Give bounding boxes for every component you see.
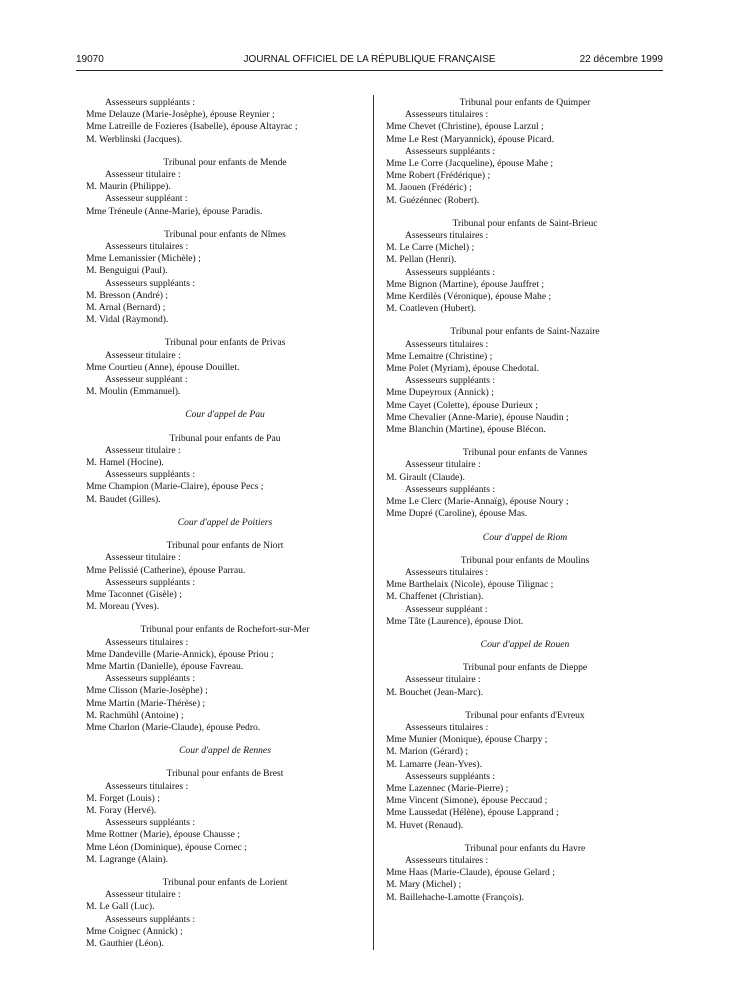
member-name: Mme Robert (Frédérique) ; [386, 170, 491, 182]
section-gap [86, 422, 364, 433]
role-label: Assesseurs suppléants : [105, 913, 196, 925]
member-name: M. Mary (Michel) ; [386, 879, 462, 891]
member-name: Mme Martin (Marie-Thérèse) ; [86, 697, 206, 709]
court-heading: Cour d'appel de Riom [482, 531, 568, 543]
role-label: Assesseurs suppléants : [405, 266, 496, 278]
column-divider [373, 95, 374, 950]
member-name: M. Moreau (Yves). [86, 601, 160, 613]
section-gap [386, 521, 664, 532]
member-name: M. Werblinski (Jacques). [86, 133, 183, 145]
tribunal-heading: Tribunal pour enfants de Privas [164, 337, 286, 349]
role-label: Assesseur suppléant : [105, 374, 188, 386]
member-name: Mme Lemaitre (Christine) ; [386, 350, 493, 362]
member-name: M. Forget (Louis) ; [86, 792, 160, 804]
role-label: Assesseurs suppléants : [405, 770, 496, 782]
tribunal-heading: Tribunal pour enfants de Saint-Brieuc [452, 217, 598, 229]
tribunal-heading: Tribunal pour enfants de Moulins [460, 554, 590, 566]
member-name: M. Bresson (André) ; [86, 289, 169, 301]
section-gap [86, 218, 364, 229]
court-heading: Cour d'appel de Poitiers [177, 516, 273, 528]
member-name: Mme Rottner (Marie), épouse Chausse ; [86, 829, 240, 841]
right-column [386, 97, 664, 904]
role-label: Assesseur titulaire : [105, 444, 181, 456]
section-gap [86, 506, 364, 517]
section-gap [386, 832, 664, 843]
section-gap [86, 529, 364, 540]
court-heading: Cour d'appel de Rennes [179, 745, 271, 757]
member-name: M. Vidal (Raymond). [86, 314, 169, 326]
member-name: Mme Le Clerc (Marie-Annaïg), épouse Noury ; [386, 496, 569, 508]
page-header [76, 54, 663, 71]
member-name: M. Huvet (Renaud). [386, 819, 464, 831]
journal-title: JOURNAL OFFICIEL DE LA RÉPUBLIQUE FRANÇAISE [243, 54, 496, 65]
section-gap [86, 146, 364, 157]
member-name: M. Le Gall (Luc). [86, 901, 155, 913]
member-name: M. Rachmühl (Antoine) ; [86, 709, 184, 721]
role-label: Assesseurs titulaires : [105, 780, 189, 792]
member-name: Mme Polet (Myriam), épouse Chedotal. [386, 363, 539, 375]
section-gap [386, 699, 664, 710]
member-name: Mme Taconnet (Gisèle) ; [86, 588, 182, 600]
member-name: Mme Coignec (Annick) ; [86, 925, 183, 937]
member-name: M. Lamarre (Jean-Yves). [386, 758, 482, 770]
tribunal-heading: Tribunal pour enfants de Rochefort-sur-Mer [140, 624, 310, 636]
role-label: Assesseur titulaire : [105, 169, 181, 181]
role-label: Assesseurs titulaires : [105, 241, 189, 253]
role-label: Assesseurs suppléants : [105, 817, 196, 829]
member-name: Mme Tréneule (Anne-Marie), épouse Paradis. [86, 205, 263, 217]
role-label: Assesseurs titulaires : [405, 566, 489, 578]
role-label: Assesseurs suppléants : [105, 277, 196, 289]
member-name: Mme Delauze (Marie-Josèphe), épouse Reynier ; [86, 109, 275, 121]
tribunal-heading: Tribunal pour enfants d'Evreux [465, 709, 585, 721]
section-gap [86, 613, 364, 624]
member-name: M. Jaouen (Frédéric) ; [386, 182, 472, 194]
role-label: Assesseur titulaire : [105, 552, 181, 564]
section-gap [386, 436, 664, 447]
role-label: Assesseurs titulaires : [405, 338, 489, 350]
member-name: M. Lagrange (Alain). [86, 853, 169, 865]
role-label: Assesseurs suppléants : [105, 97, 196, 108]
tribunal-heading: Tribunal pour enfants de Nîmes [164, 228, 286, 240]
section-gap [386, 651, 664, 662]
member-name: Mme Vincent (Simone), épouse Peccaud ; [386, 795, 548, 807]
member-name: Mme Martin (Danielle), épouse Favreau. [86, 660, 244, 672]
member-name: Mme Barthelaix (Nicole), épouse Tilignac ; [386, 579, 554, 591]
member-name: Mme Lemanissier (Michèle) ; [86, 253, 201, 265]
role-label: Assesseurs titulaires : [105, 636, 189, 648]
member-name: Mme Bignon (Martine), épouse Jauffret ; [386, 278, 545, 290]
member-name: Mme Haas (Marie-Claude), épouse Gelard ; [386, 867, 555, 879]
member-name: Mme Le Rest (Maryannick), épouse Picard. [386, 133, 555, 145]
role-label: Assesseurs titulaires : [405, 854, 489, 866]
role-label: Assesseurs suppléants : [105, 673, 196, 685]
member-name: M. Le Carre (Michel) ; [386, 242, 475, 254]
role-label: Assesseurs suppléants : [405, 483, 496, 495]
section-gap [386, 628, 664, 639]
role-label: Assesseurs titulaires : [405, 109, 489, 121]
member-name: Mme Charlon (Marie-Claude), épouse Pedro. [86, 721, 261, 733]
role-label: Assesseur titulaire : [105, 349, 181, 361]
member-name: Mme Latreille de Fozieres (Isabelle), épouse Altayrac ; [86, 121, 298, 133]
role-label: Assesseur titulaire : [405, 674, 481, 686]
member-name: M. Benguigui (Paul). [86, 265, 168, 277]
role-label: Assesseur titulaire : [405, 459, 481, 471]
section-gap [386, 315, 664, 326]
issue-date: 22 décembre 1999 [579, 54, 663, 65]
tribunal-heading: Tribunal pour enfants de Mende [163, 156, 287, 168]
role-label: Assesseurs titulaires : [405, 230, 489, 242]
tribunal-heading: Tribunal pour enfants du Havre [464, 842, 586, 854]
role-label: Assesseurs suppléants : [105, 576, 196, 588]
role-label: Assesseur suppléant : [405, 603, 488, 615]
member-name: Mme Courtieu (Anne), épouse Douillet. [86, 361, 240, 373]
member-name: M. Gauthier (Léon). [86, 937, 164, 949]
member-name: M. Coatleven (Hubert). [386, 303, 477, 315]
member-name: M. Bouchet (Jean-Marc). [386, 686, 483, 698]
member-name: Mme Chevalier (Anne-Marie), épouse Naudin ; [386, 411, 569, 423]
member-name: M. Foray (Hervé). [86, 804, 157, 816]
section-gap [86, 326, 364, 337]
section-gap [86, 398, 364, 409]
member-name: M. Girault (Claude). [386, 471, 465, 483]
role-label: Assesseurs suppléants : [405, 375, 496, 387]
member-name: M. Pellan (Henri). [386, 254, 457, 266]
tribunal-heading: Tribunal pour enfants de Lorient [162, 876, 288, 888]
member-name: Mme Dandeville (Marie-Annick), épouse Priou ; [86, 648, 274, 660]
tribunal-heading: Tribunal pour enfants de Vannes [462, 447, 588, 459]
member-name: M. Hamel (Hocine). [86, 457, 164, 469]
member-name: Mme Léon (Dominique), épouse Cornec ; [86, 841, 247, 853]
member-name: Mme Chevet (Christine), épouse Larzul ; [386, 121, 544, 133]
left-column [86, 97, 364, 950]
section-gap [86, 757, 364, 768]
section-gap [386, 207, 664, 218]
member-name: Mme Champion (Marie-Claire), épouse Pecs ; [86, 481, 264, 493]
member-name: Mme Dupré (Caroline), épouse Mas. [386, 508, 528, 520]
member-name: M. Moulin (Emmanuel). [86, 386, 181, 398]
member-name: M. Baillehache-Lamotte (François). [386, 891, 524, 903]
member-name: Mme Cayet (Colette), épouse Durieux ; [386, 399, 538, 411]
member-name: M. Guézénnec (Robert). [386, 194, 480, 206]
tribunal-heading: Tribunal pour enfants de Pau [169, 432, 281, 444]
member-name: M. Baudet (Gilles). [86, 493, 161, 505]
member-name: Mme Pelissié (Catherine), épouse Parrau. [86, 564, 246, 576]
member-name: Mme Laussedat (Hélène), épouse Lapprand ; [386, 807, 559, 819]
role-label: Assesseurs suppléants : [105, 469, 196, 481]
member-name: Mme Blanchin (Martine), épouse Blécon. [386, 424, 546, 436]
tribunal-heading: Tribunal pour enfants de Brest [166, 768, 284, 780]
tribunal-heading: Tribunal pour enfants de Dieppe [462, 662, 588, 674]
court-heading: Cour d'appel de Pau [185, 409, 265, 421]
tribunal-heading: Tribunal pour enfants de Quimper [459, 97, 591, 108]
tribunal-heading: Tribunal pour enfants de Saint-Nazaire [450, 326, 600, 338]
section-gap [386, 544, 664, 555]
section-gap [86, 866, 364, 877]
member-name: Mme Tâte (Laurence), épouse Diot. [386, 615, 524, 627]
member-name: M. Marion (Gérard) ; [386, 746, 469, 758]
court-heading: Cour d'appel de Rouen [480, 638, 570, 650]
member-name: Mme Dupeyroux (Annick) ; [386, 387, 494, 399]
member-name: M. Chaffenet (Christian). [386, 591, 484, 603]
member-name: Mme Clisson (Marie-Josèphe) ; [86, 685, 208, 697]
tribunal-heading: Tribunal pour enfants de Niort [166, 540, 284, 552]
role-label: Assesseurs titulaires : [405, 721, 489, 733]
role-label: Assesseur titulaire : [105, 889, 181, 901]
member-name: Mme Munier (Monique), épouse Charpy ; [386, 734, 548, 746]
role-label: Assesseur suppléant : [105, 193, 188, 205]
member-name: M. Maurin (Philippe). [86, 181, 171, 193]
page-number: 19070 [76, 54, 104, 65]
section-gap [86, 734, 364, 745]
member-name: Mme Lazennec (Marie-Pierre) ; [386, 782, 509, 794]
member-name: M. Arnal (Bernard) ; [86, 302, 166, 314]
member-name: Mme Le Corre (Jacqueline), épouse Mahe ; [386, 158, 554, 170]
role-label: Assesseurs suppléants : [405, 145, 496, 157]
member-name: Mme Kerdilès (Véronique), épouse Mahe ; [386, 291, 552, 303]
